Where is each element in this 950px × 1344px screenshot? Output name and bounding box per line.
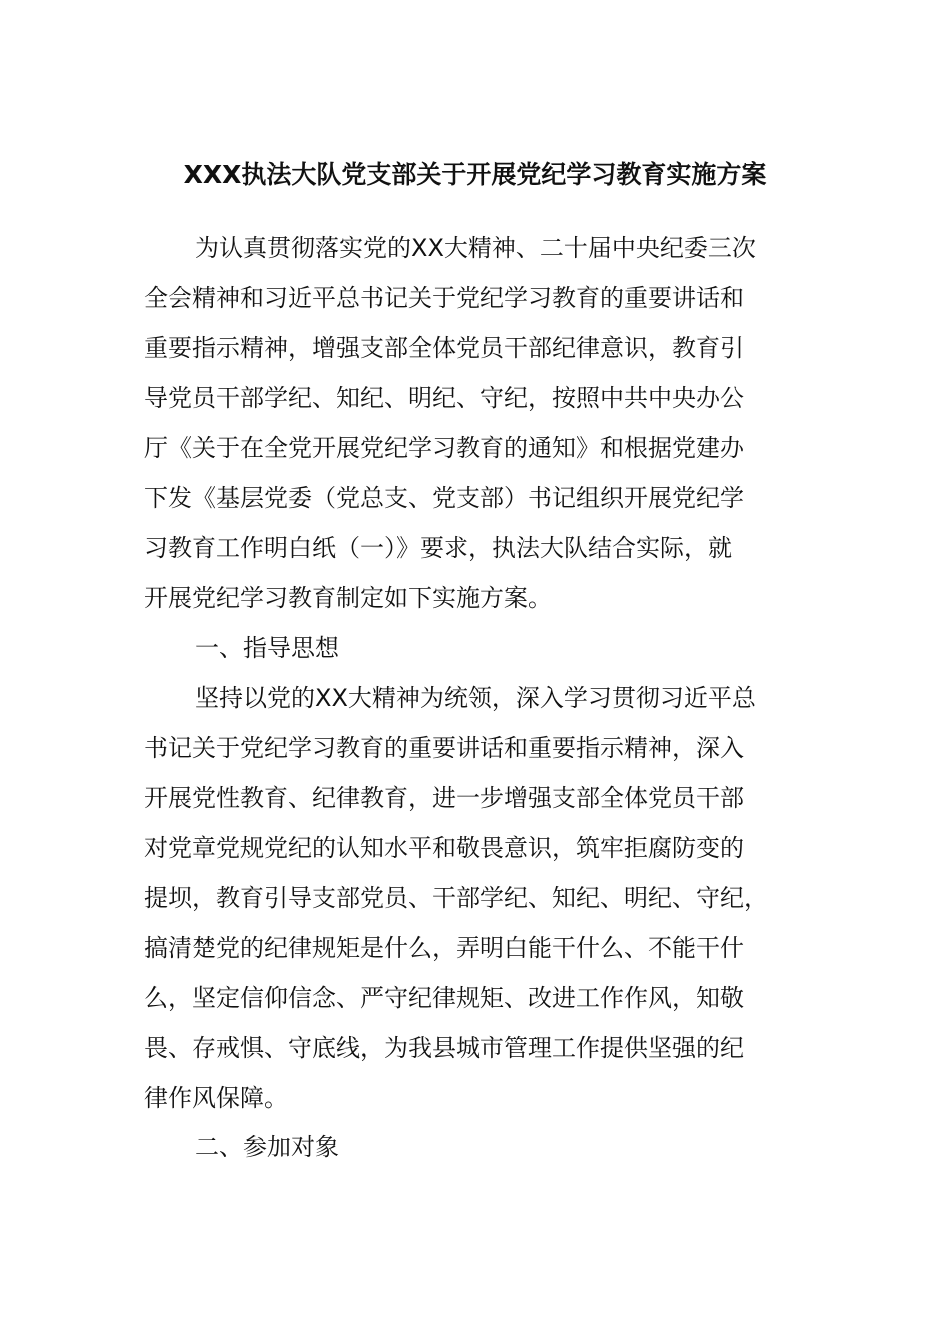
paragraph-line: 畏、存戒惧、守底线，为我县城市管理工作提供坚强的纪: [144, 1034, 744, 1062]
paragraph-line: 为认真贯彻落实党的XX大精神、二十届中央纪委三次: [195, 234, 756, 262]
document-title: XXX执法大队党支部关于开展党纪学习教育实施方案: [183, 160, 767, 189]
paragraph-line: 提坝，教育引导支部党员、干部学纪、知纪、明纪、守纪，: [144, 884, 768, 912]
paragraph-line: 全会精神和习近平总书记关于党纪学习教育的重要讲话和: [144, 284, 744, 312]
paragraph-line: 导党员干部学纪、知纪、明纪、守纪，按照中共中央办公: [144, 384, 744, 412]
paragraph-line: 搞清楚党的纪律规矩是什么，弄明白能干什么、不能干什: [144, 934, 744, 962]
paragraph-line: 习教育工作明白纸（一）》要求，执法大队结合实际，就: [144, 534, 732, 562]
section-heading-guiding-ideology: 一、指导思想: [195, 634, 339, 662]
paragraph-line: 书记关于党纪学习教育的重要讲话和重要指示精神，深入: [144, 734, 744, 762]
paragraph-line: 厅《关于在全党开展党纪学习教育的通知》和根据党建办: [144, 434, 744, 462]
paragraph-line: 对党章党规党纪的认知水平和敬畏意识，筑牢拒腐防变的: [144, 834, 744, 862]
paragraph-line: 律作风保障。: [144, 1084, 288, 1112]
section-heading-participants: 二、参加对象: [195, 1133, 339, 1161]
paragraph-line: 开展党性教育、纪律教育，进一步增强支部全体党员干部: [144, 784, 744, 812]
paragraph-line: 么，坚定信仰信念、严守纪律规矩、改进工作作风，知敬: [144, 984, 744, 1012]
paragraph-line: 下发《基层党委（党总支、党支部）书记组织开展党纪学: [144, 484, 744, 512]
paragraph-line: 开展党纪学习教育制定如下实施方案。: [144, 584, 552, 612]
paragraph-line: 坚持以党的XX大精神为统领，深入学习贯彻习近平总: [195, 684, 756, 712]
paragraph-line: 重要指示精神，增强支部全体党员干部纪律意识，教育引: [144, 334, 744, 362]
